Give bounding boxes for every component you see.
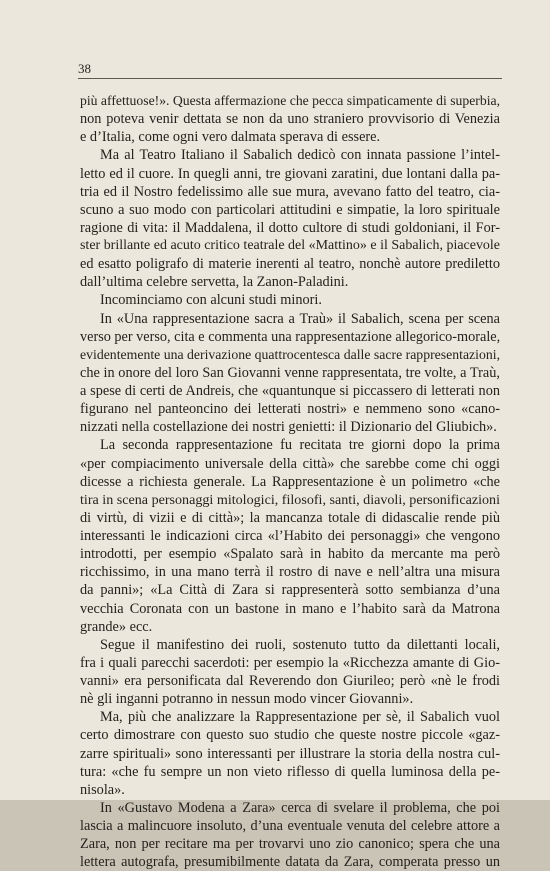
text-line: verso per verso, cita e commenta una rappresentazione allegorico-morale, <box>80 328 501 345</box>
paragraph <box>80 92 500 146</box>
text-line: In «Gustavo Modena a Zara» cerca di svelare il problema, che poi <box>100 799 500 816</box>
text-line: nè gli inganni potranno in nessun modo vincer Giovanni». <box>80 691 414 708</box>
paragraph <box>80 291 500 309</box>
text-line: di virtù, di vizii e di città»; la mancanza totale di didascalie rende più <box>80 509 500 526</box>
text-line: ricchissimo, in una mano terrà il rostro di nave e nell’altra una misura <box>80 564 500 581</box>
text-line: tura: «che fu sempre un non vieto riflesso di quella luminosa della pe- <box>80 763 500 780</box>
text-line: tira in scena personaggi mitologici, filosofi, santi, diavoli, personificazioni <box>80 491 500 508</box>
text-line: non poteva venir dettata se non da uno straniero provvisorio di Venezia <box>80 111 500 128</box>
text-line: tria ed il Nostro fedelissimo alle sue mura, avevano fatto del teatro, cia- <box>80 183 500 200</box>
text-line: ragione di vita: il Maddalena, il dotto cultore di studi goldoniani, il For- <box>80 219 500 236</box>
text-line: nizzati nella costellazione dei nostri genietti: il Dizionario del Gliubich». <box>80 419 497 436</box>
text-line: ed esatto poligrafo di materie inerenti al teatro, nonchè autore prediletto <box>80 256 500 273</box>
text-line: e d’Italia, come ogni vero dalmata sperava di essere. <box>80 129 381 146</box>
text-line: nisola». <box>80 781 125 798</box>
text-line: letto ed il cuore. In quegli anni, tre giovani zaratini, due lontani dalla pa- <box>80 165 500 182</box>
paragraph <box>80 436 500 635</box>
text-line: da panni»; «La Città di Zara si rappresenterà sotto sembianza d’una <box>80 582 500 599</box>
text-line: Zara, non per recitare ma per trovarvi uno zio canonico; spera che una <box>80 836 500 853</box>
text-line: lascia a malincuore insoluto, d’una eventuale venuta del celebre attore a <box>80 818 500 834</box>
page-number: 38 <box>78 61 91 76</box>
text-line: grande» ecc. <box>80 618 153 635</box>
paragraph <box>80 310 500 437</box>
text-line: a spese di certi de Andreis, che «quantunque si piccassero di letterati non <box>80 383 500 399</box>
paragraph <box>80 708 500 799</box>
header-rule <box>78 78 502 79</box>
text-line: introdotti, per esempio «Spalato sarà in habito da mercante ma però <box>80 546 500 563</box>
text-line: vecchia Coronata con un bastone in mano e l’habito sarà da Matrona <box>80 600 500 617</box>
text-line: La seconda rappresentazione fu recitata tre giorni dopo la prima <box>100 437 500 454</box>
text-line: zarre spirituali» sono interessanti per illustrare la storia della nostra cul- <box>80 745 500 762</box>
text-line: Segue il manifestino dei ruoli, sostenuto tutto da dilettanti locali, <box>100 636 500 653</box>
text-line: In «Una rappresentazione sacra a Traù» il Sabalich, scena per scena <box>100 310 500 327</box>
text-line: ster brillante ed acuto critico teatrale del «Mattino» e il Sabalich, piacevole <box>80 238 500 253</box>
text-line: «per compiacimento universale della città» che sarebbe come chi oggi <box>80 455 500 472</box>
paragraph <box>80 146 500 291</box>
text-line: più affettuose!». Questa affermazione che pecca simpaticamente di superbia, <box>80 93 500 108</box>
paragraph <box>80 636 500 709</box>
text-line: certo dimostrare con questo suo studio che queste nostre piccole «gaz- <box>80 727 500 744</box>
text-line: evidentemente una derivazione quattrocentesca dalle sacre rappresentazioni, <box>80 346 501 362</box>
paragraph <box>80 799 500 871</box>
text-line: vanni» era personificata dal Reverendo don Giurileo; però «nè le frodi <box>80 673 500 689</box>
text-line: dicesse a richiesta generale. La Rappresentazione è un polimetro «che <box>80 473 500 490</box>
text-line: Ma, più che analizzare la Rappresentazione per sè, il Sabalich vuol <box>100 709 500 726</box>
text-line: Ma al Teatro Italiano il Sabalich dedicò con innata passione l’intel- <box>100 147 500 164</box>
text-line: lettera autografa, presumibilmente datata da Zara, comperata presso un <box>80 854 500 871</box>
text-line: che in onore del loro San Giovanni venne rappresentata, tre volte, a Traù, <box>80 364 500 381</box>
text-line: fra i quali parecchi sacerdoti: per esempio la «Ricchezza amante di Gio- <box>80 654 500 671</box>
text-line: scuno a suo modo con particolari attitudini e simpatie, la loro spirituale <box>80 201 500 218</box>
text-line: dall’ultima celebre servetta, la Zanon-Paladini. <box>80 274 349 291</box>
text-line: interessanti le indicazioni circa «l’Habito dei personaggi» che vengono <box>80 528 500 544</box>
text-line: figurano nel panteoncino dei letterati nostri» e nemmeno sono «cano- <box>80 401 500 418</box>
body-text <box>80 92 500 871</box>
text-line: Incominciamo con alcuni studi minori. <box>100 292 322 309</box>
